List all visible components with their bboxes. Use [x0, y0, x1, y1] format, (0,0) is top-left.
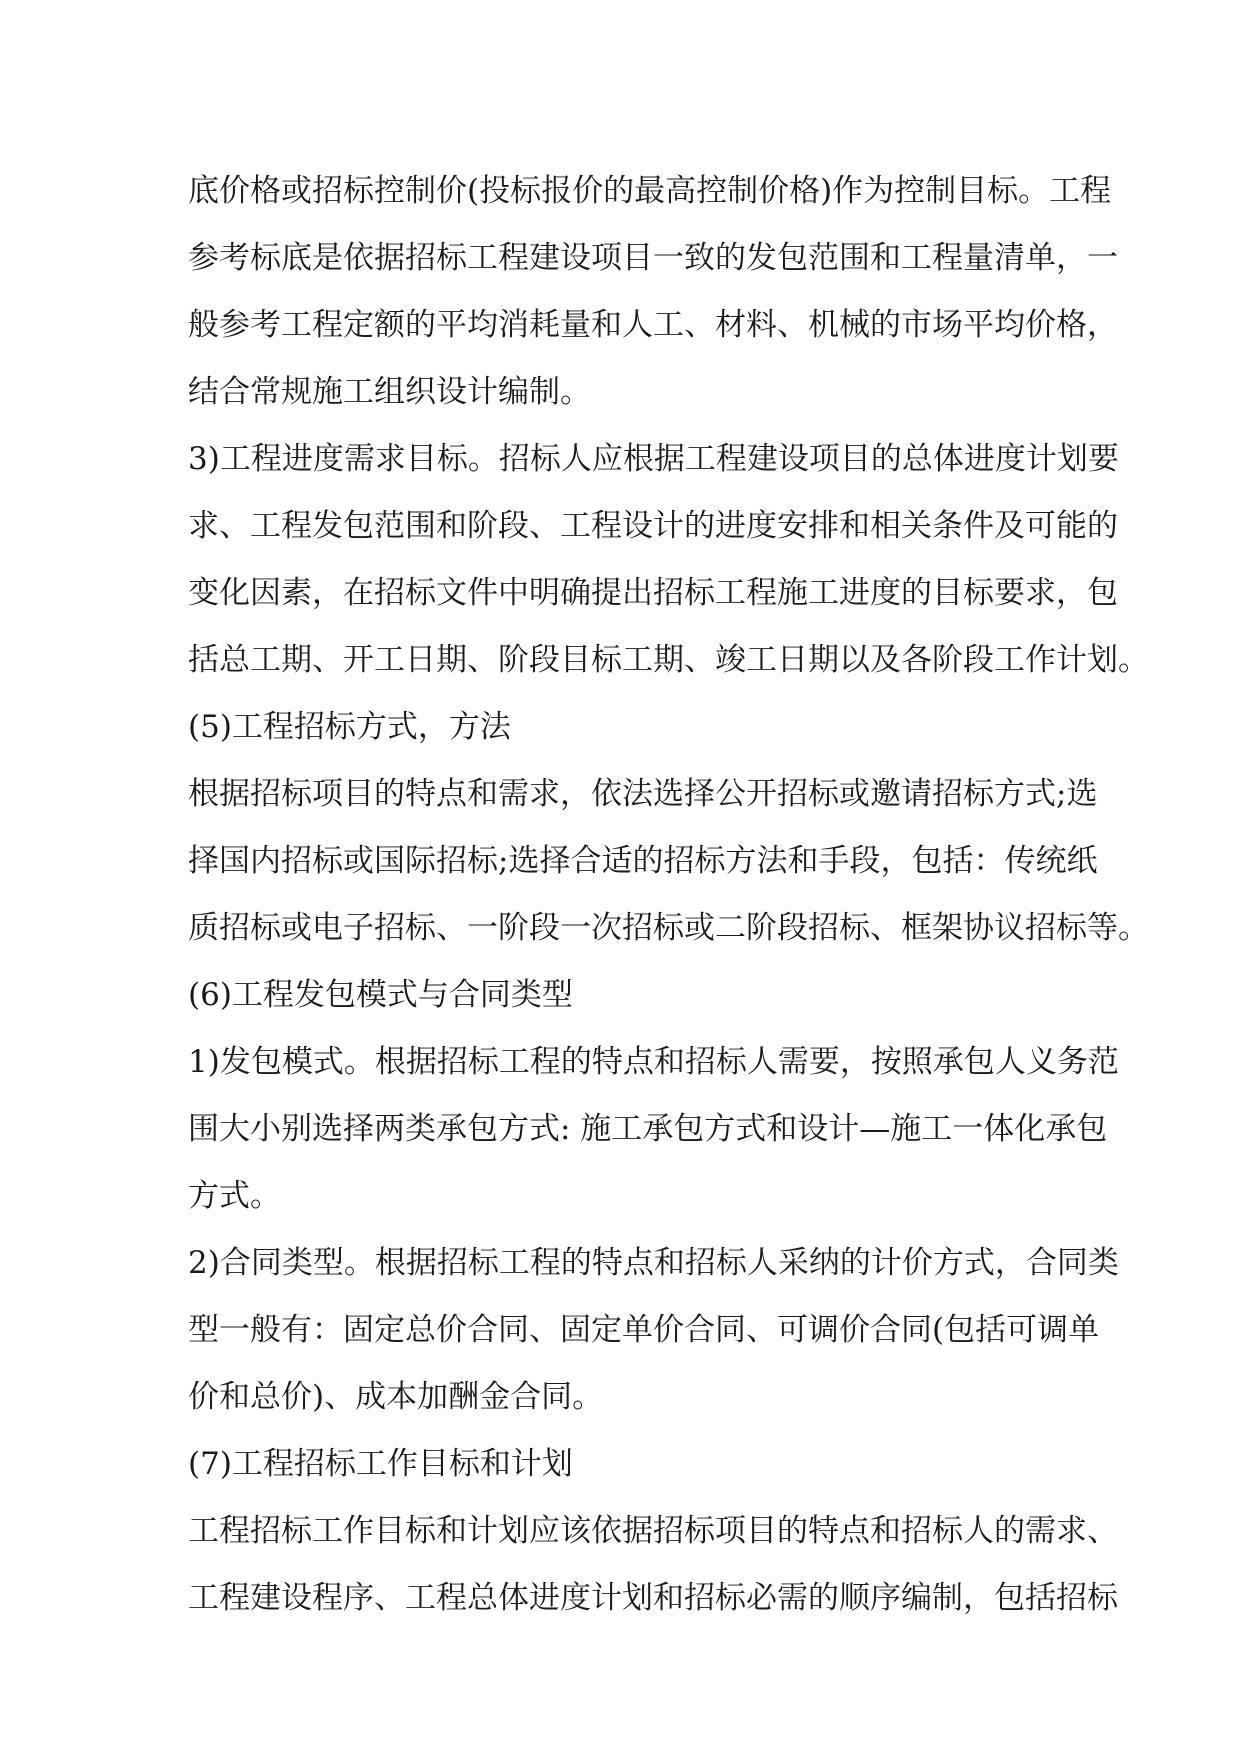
- text-line: 括总工期、开工日期、阶段目标工期、竣工日期以及各阶段工作计划。: [188, 642, 1149, 678]
- text-line: 工程建设程序、工程总体进度计划和招标必需的顺序编制，包括招标: [188, 1580, 1118, 1616]
- text-line: 求、工程发包范围和阶段、工程设计的进度安排和相关条件及可能的: [188, 508, 1118, 544]
- section-heading: (6)工程发包模式与合同类型: [188, 977, 573, 1013]
- text-line: 围大小别选择两类承包方式: 施工承包方式和设计—施工一体化承包: [188, 1111, 1108, 1147]
- text-line: 价和总价)、成本加酬金合同。: [188, 1379, 604, 1415]
- section-heading: (7)工程招标工作目标和计划: [188, 1446, 573, 1482]
- section-heading: (5)工程招标方式，方法: [188, 709, 511, 745]
- text-line: 型一般有：固定总价合同、固定单价合同、可调价合同(包括可调单: [188, 1312, 1100, 1348]
- text-line: 工程招标工作目标和计划应该依据招标项目的特点和招标人的需求、: [188, 1513, 1118, 1549]
- text-line: 3)工程进度需求目标。招标人应根据工程建设项目的总体进度计划要: [188, 441, 1119, 477]
- text-line: 1)发包模式。根据招标工程的特点和招标人需要，按照承包人义务范: [188, 1044, 1119, 1080]
- document-body: [188, 158, 1149, 1632]
- text-line: 2)合同类型。根据招标工程的特点和招标人采纳的计价方式，合同类: [188, 1245, 1119, 1281]
- text-line: 结合常规施工组织设计编制。: [188, 374, 591, 410]
- text-line: 质招标或电子招标、一阶段一次招标或二阶段招标、框架协议招标等。: [188, 910, 1149, 946]
- text-line: 择国内招标或国际招标;选择合适的招标方法和手段，包括：传统纸: [188, 843, 1098, 879]
- text-line: 参考标底是依据招标工程建设项目一致的发包范围和工程量清单，一: [188, 240, 1118, 276]
- text-line: 根据招标项目的特点和需求，依法选择公开招标或邀请招标方式;选: [188, 776, 1098, 812]
- text-line: 般参考工程定额的平均消耗量和人工、材料、机械的市场平均价格，: [188, 307, 1118, 343]
- text-line: 变化因素，在招标文件中明确提出招标工程施工进度的目标要求，包: [188, 575, 1118, 611]
- text-line: 方式。: [188, 1178, 281, 1214]
- text-line: 底价格或招标控制价(投标报价的最高控制价格)作为控制目标。工程: [188, 173, 1112, 209]
